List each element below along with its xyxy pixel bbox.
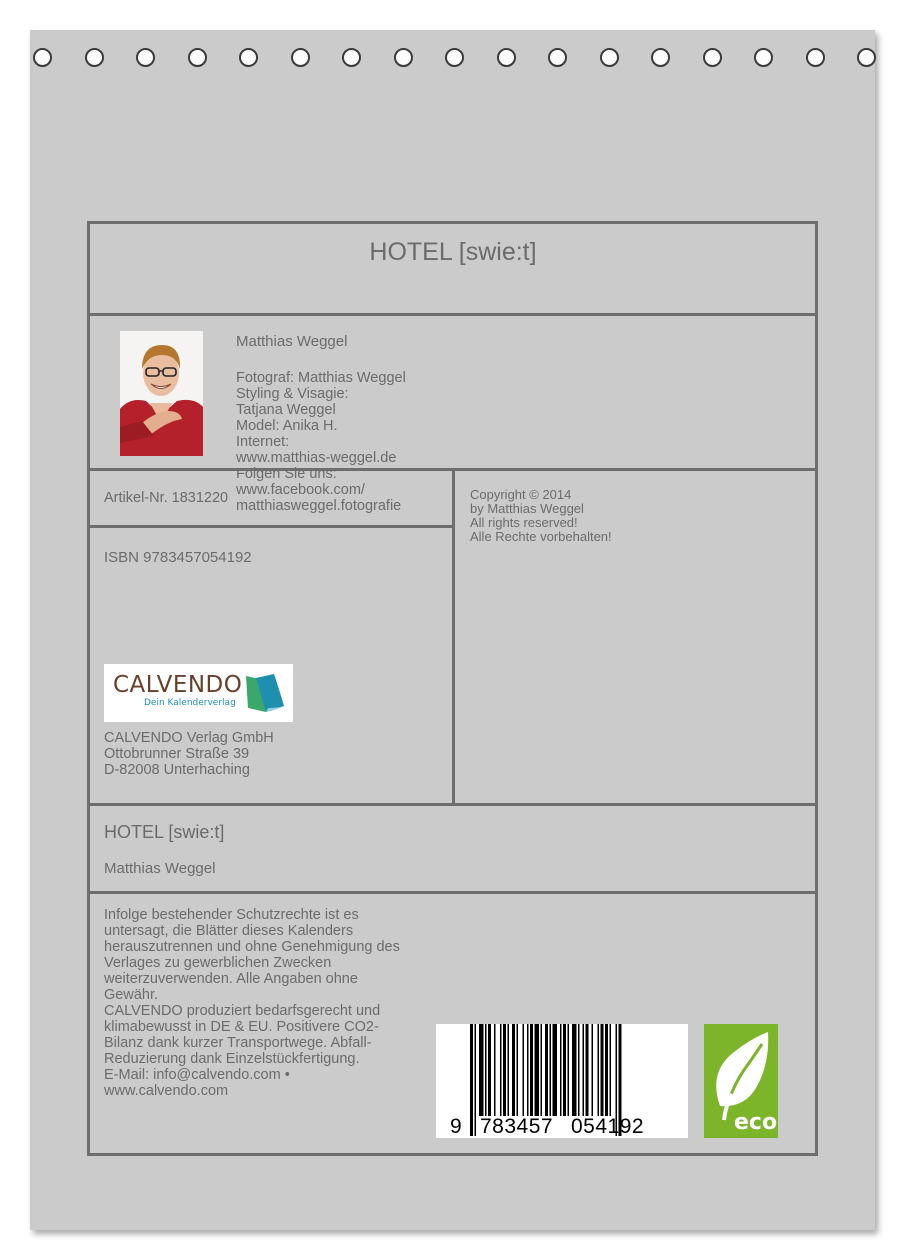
barcode-bar <box>494 1024 496 1116</box>
legal-line: Reduzierung dank Einzelstückfertigung. <box>104 1051 360 1067</box>
legal-line: weiterzuverwenden. Alle Angaben ohne <box>104 971 358 987</box>
barcode-bar <box>485 1024 487 1116</box>
barcode-bar <box>610 1024 612 1116</box>
email-link[interactable]: E-Mail: info@calvendo.com • <box>104 1067 290 1083</box>
credit-line: Styling & Visagie: <box>236 386 349 402</box>
barcode-bar <box>605 1024 608 1116</box>
author-photo <box>120 331 203 456</box>
legal-line: CALVENDO produziert bedarfsgerecht und <box>104 1003 381 1019</box>
barcode-digits-right: 054192 <box>571 1115 645 1138</box>
barcode-bar <box>508 1024 510 1116</box>
publisher-address-line: CALVENDO Verlag GmbH <box>104 730 274 746</box>
barcode-digits-left: 783457 <box>480 1115 554 1138</box>
article-number: Artikel-Nr. 1831220 <box>104 490 229 506</box>
barcode-bar <box>512 1024 515 1116</box>
barcode-bar <box>470 1024 473 1136</box>
legal-line: Gewähr. <box>104 987 158 1003</box>
barcode-bar <box>527 1024 529 1116</box>
barcode-bar <box>572 1024 577 1116</box>
barcode-bar <box>517 1024 519 1116</box>
barcode-bar <box>488 1024 491 1116</box>
barcode-bar <box>535 1024 540 1116</box>
summary-title: HOTEL [swie:t] <box>104 822 225 842</box>
copyright-line: All rights reserved! <box>470 515 578 530</box>
divider <box>452 468 455 806</box>
isbn: ISBN 9783457054192 <box>104 549 252 566</box>
author-name: Matthias Weggel <box>236 333 348 350</box>
barcode-bar <box>553 1024 558 1116</box>
barcode-bar <box>545 1024 548 1116</box>
legal-line: Bilanz dank kurzer Transportwege. Abfall- <box>104 1035 372 1051</box>
barcode-bar <box>568 1024 570 1116</box>
calvendo-link[interactable]: www.calvendo.com <box>104 1083 229 1099</box>
barcode-bar <box>583 1024 585 1116</box>
eco-label: eco <box>734 1110 778 1135</box>
logo-tagline: Dein Kalenderverlag <box>144 698 236 708</box>
website-link[interactable]: www.matthias-weggel.de <box>236 450 397 466</box>
logo-mark-icon <box>244 672 286 714</box>
calvendo-logo <box>104 664 293 722</box>
calendar-title: HOTEL [swie:t] <box>369 238 537 266</box>
barcode-bar <box>500 1024 502 1116</box>
credit-line: Tatjana Weggel <box>236 402 336 418</box>
barcode-bar <box>530 1024 533 1116</box>
facebook-link[interactable]: www.facebook.com/ <box>236 482 365 498</box>
credit-line: Folgen Sie uns: <box>236 466 337 482</box>
barcode-bar <box>541 1024 543 1116</box>
barcode-bar <box>592 1024 594 1116</box>
credit-line: Model: Anika H. <box>236 418 338 434</box>
facebook-link-cont[interactable]: matthiasweggel.fotografie <box>236 498 402 514</box>
barcode-bar <box>601 1024 604 1116</box>
legal-line: klimabewusst in DE & EU. Positivere CO2- <box>104 1019 379 1035</box>
copyright-line: Copyright © 2014 <box>470 487 572 502</box>
logo-wordmark: CALVENDO <box>113 672 243 698</box>
barcode-bar <box>598 1024 600 1116</box>
legal-line: herauszutrennen und ohne Genehmigung des <box>104 939 400 955</box>
legal-line: Infolge bestehender Schutzrechte ist es <box>104 907 359 923</box>
divider <box>87 313 818 316</box>
legal-line: Verlages zu gewerblichen Zwecken <box>104 955 332 971</box>
barcode-bar <box>550 1024 552 1116</box>
eco-badge <box>704 1024 778 1138</box>
publisher-address-line: Ottobrunner Straße 39 <box>104 746 250 762</box>
barcode-bar <box>523 1024 525 1116</box>
barcode-digit-prefix: 9 <box>450 1115 462 1138</box>
barcode-bar <box>560 1024 562 1116</box>
barcode-bar <box>578 1024 580 1116</box>
barcode-bar <box>479 1024 484 1116</box>
barcode-bar <box>563 1024 566 1116</box>
divider <box>87 525 454 528</box>
divider <box>87 891 818 894</box>
barcode-bar <box>475 1024 477 1136</box>
credit-line: Fotograf: Matthias Weggel <box>236 370 406 386</box>
isbn-barcode <box>436 1024 688 1138</box>
publisher-address-line: D-82008 Unterhaching <box>104 762 250 778</box>
summary-author: Matthias Weggel <box>104 860 216 877</box>
barcode-bar <box>503 1024 506 1116</box>
credit-line: Internet: <box>236 434 290 450</box>
copyright-line: by Matthias Weggel <box>470 501 584 516</box>
legal-line: untersagt, die Blätter dieses Kalenders <box>104 923 354 939</box>
copyright-line: Alle Rechte vorbehalten! <box>470 529 612 544</box>
barcode-bar <box>586 1024 589 1116</box>
